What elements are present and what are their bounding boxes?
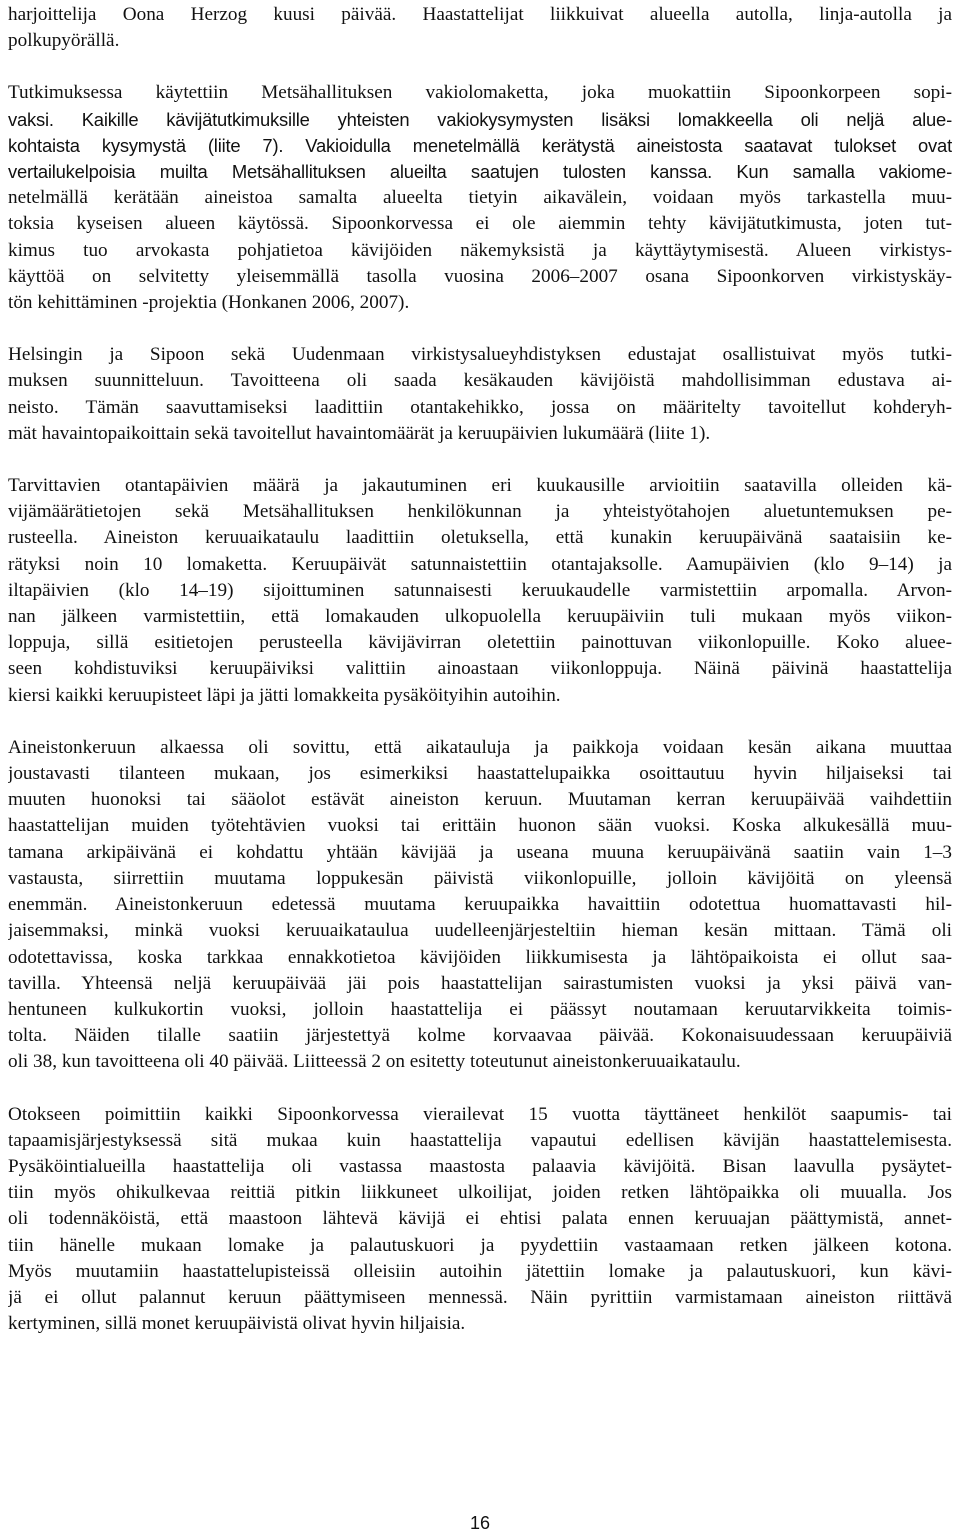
text-line: kertyminen, sillä monet keruupäivistä olivat hyvin hiljaisia. [8, 1313, 466, 1335]
paragraph-sample [8, 1102, 952, 1338]
text-line: Otokseen poimittiin kaikki Sipoonkorvessa vierailevat 15 vuotta täyttäneet henkilöt saapumis- tai [8, 1103, 952, 1125]
text-line: tiin myös ohikulkevaa reittiä pitkin liikkuneet ulkoilijat, joiden retken lähtöpaikka oli muualla. Jos [8, 1182, 952, 1204]
text-line: Pysäköintialueilla haastattelija oli vastassa maastosta palaavia kävijöitä. Bisan laavulla pysäytet- [8, 1155, 952, 1177]
text-line: Tarvittavien otantapäivien määrä ja jakautuminen eri kuukausille arvioitiin saatavilla olleiden kä- [8, 475, 952, 497]
text-line: polkupyörällä. [8, 30, 120, 52]
text-line: netelmällä kerätään aineistoa samalta alueelta tietyin aikavälein, voidaan myös tarkastella muu- [8, 187, 952, 209]
text-line: toksia kyseisen alueen käytössä. Sipoonkorvessa ei ole aiemmin tehty kävijätutkimusta, joten tut- [8, 213, 952, 235]
text-line: kohtaista kysymystä (liite 7). Vakioidulla menetelmällä kerätystä aineistosta saatavat tulokset ovat [8, 134, 952, 156]
paragraph-questionnaire [8, 80, 952, 316]
paragraph-interviewers-intro [8, 2, 952, 54]
text-line: iltapäivien (klo 14–19) sijoittuminen satunnaisesti keruukaudelle varmistettiin arpomalla. Arvon- [8, 579, 952, 601]
text-line: muksen suunnitteluun. Tavoitteena oli saada kesäkauden kävijöistä mahdollisimman edustava ai- [8, 370, 952, 392]
page-number: 16 [469, 1513, 491, 1533]
text-line: tolta. Näiden tilalle saatiin järjestettyä kolme korvaavaa päivää. Kokonaisuudessaan keruupäiviä [8, 1025, 952, 1047]
text-line: muuten huonoksi tai sääolot estävät aineiston keruun. Muutaman kerran keruupäivää vaihdettiin [8, 789, 952, 811]
document-page [8, 0, 952, 1337]
paragraph-planning [8, 342, 952, 447]
text-line: oli 38, kun tavoitteena oli 40 päivää. Liitteessä 2 on esitetty toteutunut aineistonkeruuaikataulu. [8, 1051, 741, 1073]
text-line: nan jälkeen varmistettiin, että lomakauden ulkopuolella keruupäiviin tuli mukaan myös viikon- [8, 606, 952, 628]
text-line: vertailukelpoisia muilta Metsähallituksen alueilta saatujen tulosten kanssa. Kun samalla vakiome- [8, 161, 952, 183]
text-line: Helsingin ja Sipoon sekä Uudenmaan virkistysalueyhdistyksen edustajat osallistuivat myös tutki- [8, 344, 952, 366]
text-line: Myös muutamiin haastattelupisteissä olleisiin autoihin jätettiin lomake ja palautuskuori, kun kävi- [8, 1260, 952, 1282]
text-line: tiin hänelle mukaan lomake ja palautuskuori ja pyydettiin vastaamaan retken jälkeen kotona. [8, 1234, 952, 1256]
text-line: kimus tuo arvokasta pohjatietoa kävijöiden näkemyksistä ja käyttäytymisestä. Alueen virkistys- [8, 239, 952, 261]
paragraph-sampling-days [8, 473, 952, 709]
text-line: oli todennäköistä, että maastoon lähtevä kävijä ei ehtisi palata ennen keruuajan päättymistä, annet- [8, 1208, 952, 1230]
text-line: rusteella. Aineiston keruuaikataulu laadittiin oletuksella, että kunakin keruupäivänä saataisiin ke- [8, 527, 952, 549]
text-line: harjoittelija Oona Herzog kuusi päivää. Haastattelijat liikkuivat alueella autolla, linja-autolla ja [8, 4, 952, 25]
text-line: tavilla. Yhteensä neljä keruupäivää jäi pois haastattelijan sairastumisten vuoksi ja yksi päivä van- [8, 972, 952, 994]
text-line: käyttöä on selvitetty yleisemmällä tasolla vuosina 2006–2007 osana Sipoonkorven virkistyskäy- [8, 265, 952, 287]
text-line: tön kehittäminen -projektia (Honkanen 2006, 2007). [8, 292, 410, 314]
text-line: kiersi kaikki keruupisteet läpi ja jätti lomakkeita pysäköityihin autoihin. [8, 684, 561, 706]
text-line: joustavasti tilanteen mukaan, jos esimerkiksi haastattelupaikka osoittautuu hyvin hiljaiseksi tai [8, 763, 952, 785]
text-line: loppuja, sillä esitietojen perusteella kävijävirran oletettiin painottuvan viikonlopuille. Koko aluee- [8, 632, 952, 654]
text-line: jaisemmaksi, minkä vuoksi keruuaikataulua uudelleenjärjesteltiin hieman kesän mittaan. Tämä oli [8, 920, 952, 942]
text-line: vaksi. Kaikille kävijätutkimuksille yhteisten vakiokysymysten lisäksi lomakkeella oli neljä alue- [8, 108, 952, 130]
text-line: vastausta, siirrettiin muutama loppukesän päivistä viikonlopuille, jolloin kävijöitä on yleensä [8, 867, 952, 889]
text-line: hentuneen kulkukortin vuoksi, jolloin haastattelija ei päässyt noutamaan keruutarvikkeita toimis- [8, 998, 952, 1020]
text-line: tapaamisjärjestyksessä sitä mukaa kuin haastattelija vapautui edellisen kävijän haastattelemisesta. [8, 1129, 952, 1151]
text-line: neisto. Tämän saavuttamiseksi laadittiin otantakehikko, jossa on määritelty tavoitellut kohderyh- [8, 396, 952, 418]
text-line: enemmän. Aineistonkeruun edetessä muutama keruupaikka havaittiin odotettua huomattavasti hil- [8, 894, 952, 916]
text-line: mät havaintopaikoittain sekä tavoitellut havaintomäärät ja keruupäivien lukumäärä (liite 1). [8, 422, 711, 444]
text-line: seen kohdistuviksi keruupäiviksi valittiin ainoastaan viikonloppuja. Näinä päivinä haastattelija [8, 658, 952, 680]
text-line: tamana arkipäivänä ei kohdattu yhtään kävijää ja useana muuna keruupäivänä saatiin vain 1–3 [8, 841, 952, 863]
text-line: haastattelijan muiden työtehtävien vuoksi tai erittäin huonon sään vuoksi. Koska alkukesällä muu- [8, 815, 952, 837]
paragraph-data-collection [8, 735, 952, 1076]
text-line: rätyksi noin 10 lomaketta. Keruupäivät satunnaistettiin otantajaksolle. Aamupäivien (klo 9–14) ja [8, 553, 952, 575]
text-line: jä ei ollut palannut keruun päättymiseen mennessä. Näin pyrittiin varmistamaan aineiston riittävä [8, 1286, 952, 1308]
text-line: vijämäärätietojen sekä Metsähallituksen henkilökunnan ja yhteistyötahojen aluetuntemuksen pe- [8, 501, 952, 523]
text-line: Tutkimuksessa käytettiin Metsähallituksen vakiolomaketta, joka muokattiin Sipoonkorpeen sopi- [8, 82, 952, 104]
text-line: odotettavissa, koska tarkkaa ennakkotietoa kävijöiden liikkumisesta ja lähtöpaikoista ei ollut saa- [8, 946, 952, 968]
text-line: Aineistonkeruun alkaessa oli sovittu, että aikatauluja ja paikkoja voidaan kesän aikana muuttaa [8, 736, 952, 758]
